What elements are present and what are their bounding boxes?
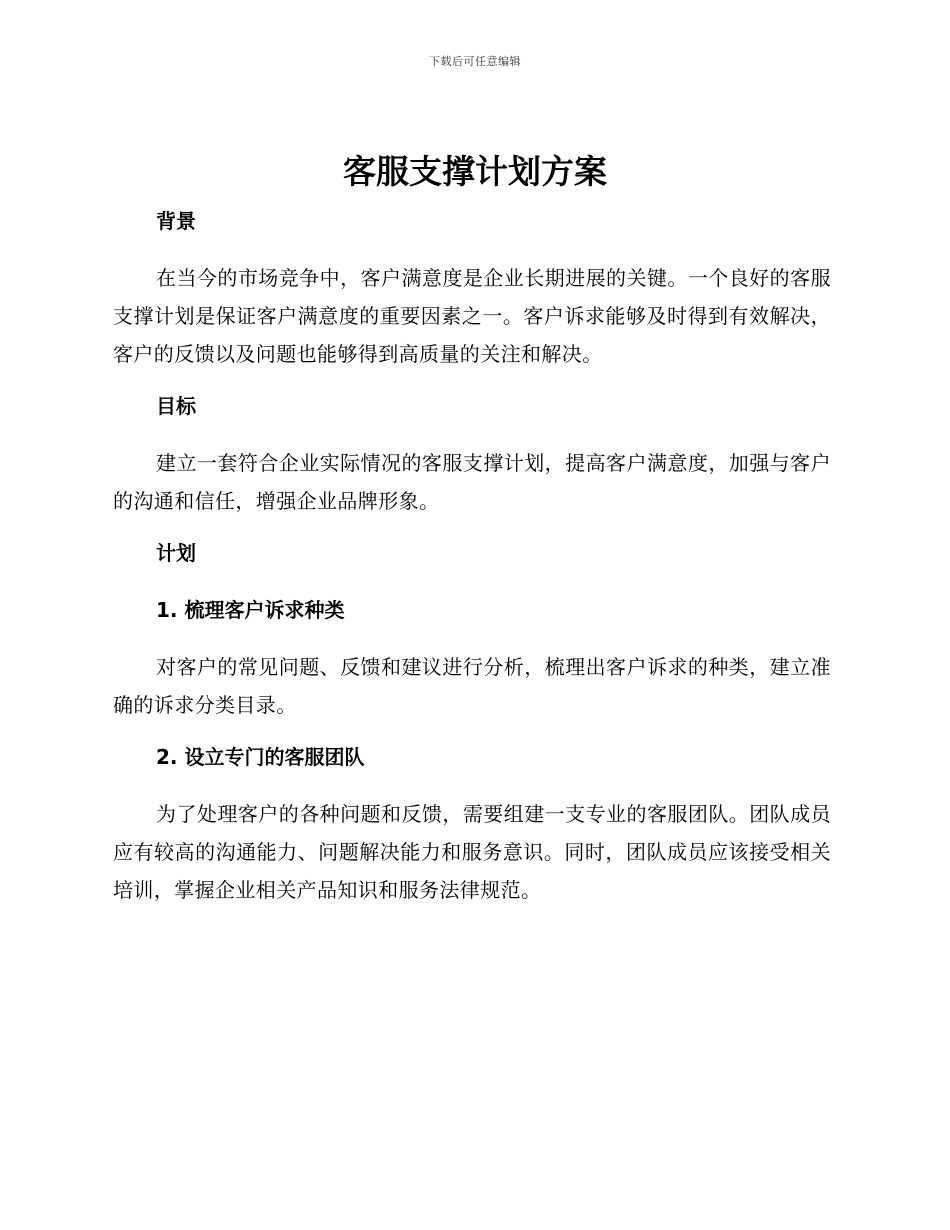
section-heading-service-team: 2. 设立专门的客服团队 <box>156 745 365 769</box>
section-heading-goal: 目标 <box>156 394 196 418</box>
document-title: 客服支撑计划方案 <box>343 152 607 191</box>
section-paragraph-service-team: 为了处理客户的各种问题和反馈，需要组建一支专业的客服团队。团队成员应有较高的沟通能力、问题解决能力和服务意识。同时，团队成员应该接受相关培训，掌握企业相关产品知识和服务法律规范。 <box>113 802 831 902</box>
section-heading-plan: 计划 <box>156 541 196 565</box>
section-heading-classify-requests: 1. 梳理客户诉求种类 <box>156 598 345 622</box>
section-paragraph-background: 在当今的市场竞争中，客户满意度是企业长期进展的关键。一个良好的客服支撑计划是保证客户满意度的重要因素之一。客户诉求能够及时得到有效解决，客户的反馈以及问题也能够得到高质量的关注和解决。 <box>113 266 831 366</box>
section-heading-background: 背景 <box>156 209 196 233</box>
page-header-note: 下载后可任意编辑 <box>429 55 521 68</box>
section-paragraph-classify-requests: 对客户的常见问题、反馈和建议进行分析，梳理出客户诉求的种类，建立准确的诉求分类目录。 <box>113 655 831 717</box>
section-paragraph-goal: 建立一套符合企业实际情况的客服支撑计划，提高客户满意度，加强与客户的沟通和信任，增强企业品牌形象。 <box>113 451 831 513</box>
document-body <box>113 203 831 909</box>
